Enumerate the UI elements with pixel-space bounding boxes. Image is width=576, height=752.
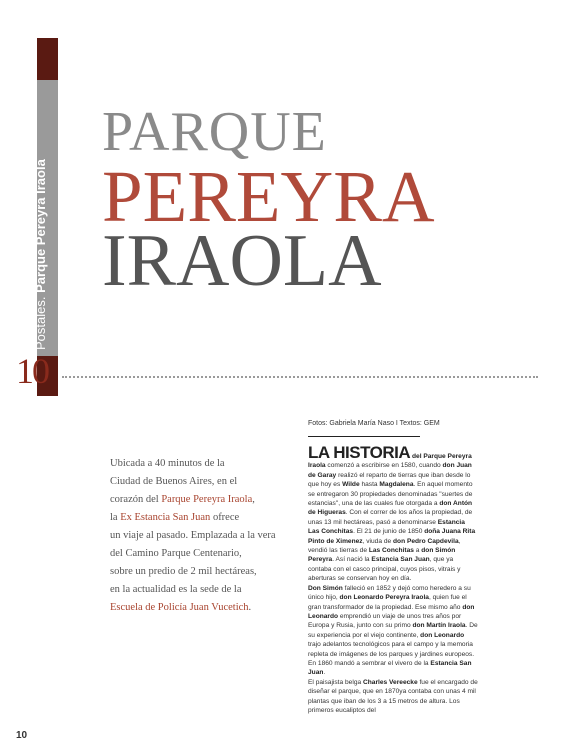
side-prefix: Postales. xyxy=(33,296,48,350)
title-line-1: PARQUE xyxy=(102,101,327,163)
intro-paragraph: Ubicada a 40 minutos de la Ciudad de Buenos Aires, en el corazón del Parque Pereyra Iraola, la Ex Estancia San Juan ofrece un viaje al pasado. Emplazada a la vera del Camino Parque Centenario, sobre un predio de 2 mil hectáreas, en la actualidad es la sede de la Escuela de Policía Juan Vucetich. xyxy=(110,458,276,613)
side-title: Parque Pereyra Iraola xyxy=(33,159,48,293)
history-body: LA HISTORIA del Parque Pereyra Iraola comenzó a escribirse en 1580, cuando don Juan de Garay realizó el reparto de tierras que iban desde lo que hoy es Wilde hasta Magdalena. En aquel momento se entregaron 30 propiedades denominadas "suertes de estancias", una de las cuales fue otorgada a don Antón de Higueras. Con el correr de los años la propiedad, de unas 13 mil hectáreas, pasó a denominarse Estancia Las Conchitas. El 21 de junio de 1850 doña Juana Rita Pinto de Ximenez, viuda de don Pedro Capdevila, vendió las tierras de Las Conchitas a don Simón Pereyra. Así nació la Estancia San Juan, que ya contaba con el casco principal, cuyos pisos, vitrais y aberturas se conservan hoy en día. Don Simón falleció en 1852 y dejó como heredero a su único hijo, don Leonardo Pereyra Iraola, quien fue el gran transformador de la propiedad. Ese mismo año don Leonardo emprendió un viaje de unos tres años por Europa y Rusia, junto con su primo don Martín Iraola. De su experiencia por el viejo continente, don Leonardo trajo adelantos tecnológicos para el campo y la memoria repleta de imágenes de los parques y jardines europeos. En 1860 mandó a sembrar el vivero de la Estancia San Juan. El paisajista belga Charles Vereecke fue el encargado de diseñar el parque, que en 1870ya contaba con unas 4 mil plantas que iban de los 3 a 15 metros de altura. Los primeros eucaliptos del xyxy=(308,443,478,714)
photo-credits: Fotos: Gabriela María Naso I Textos: GEM xyxy=(308,420,440,427)
credits-rule xyxy=(308,436,420,437)
side-section-label xyxy=(31,159,51,350)
side-bar-accent xyxy=(37,38,58,80)
title-line-3: IRAOLA xyxy=(102,220,382,302)
history-heading: LA HISTORIA xyxy=(308,443,411,462)
title-line-2: PEREYRA xyxy=(102,156,435,237)
section-number: 10 xyxy=(16,351,48,391)
dotted-divider xyxy=(62,376,538,378)
footer-page-number: 10 xyxy=(16,730,28,741)
